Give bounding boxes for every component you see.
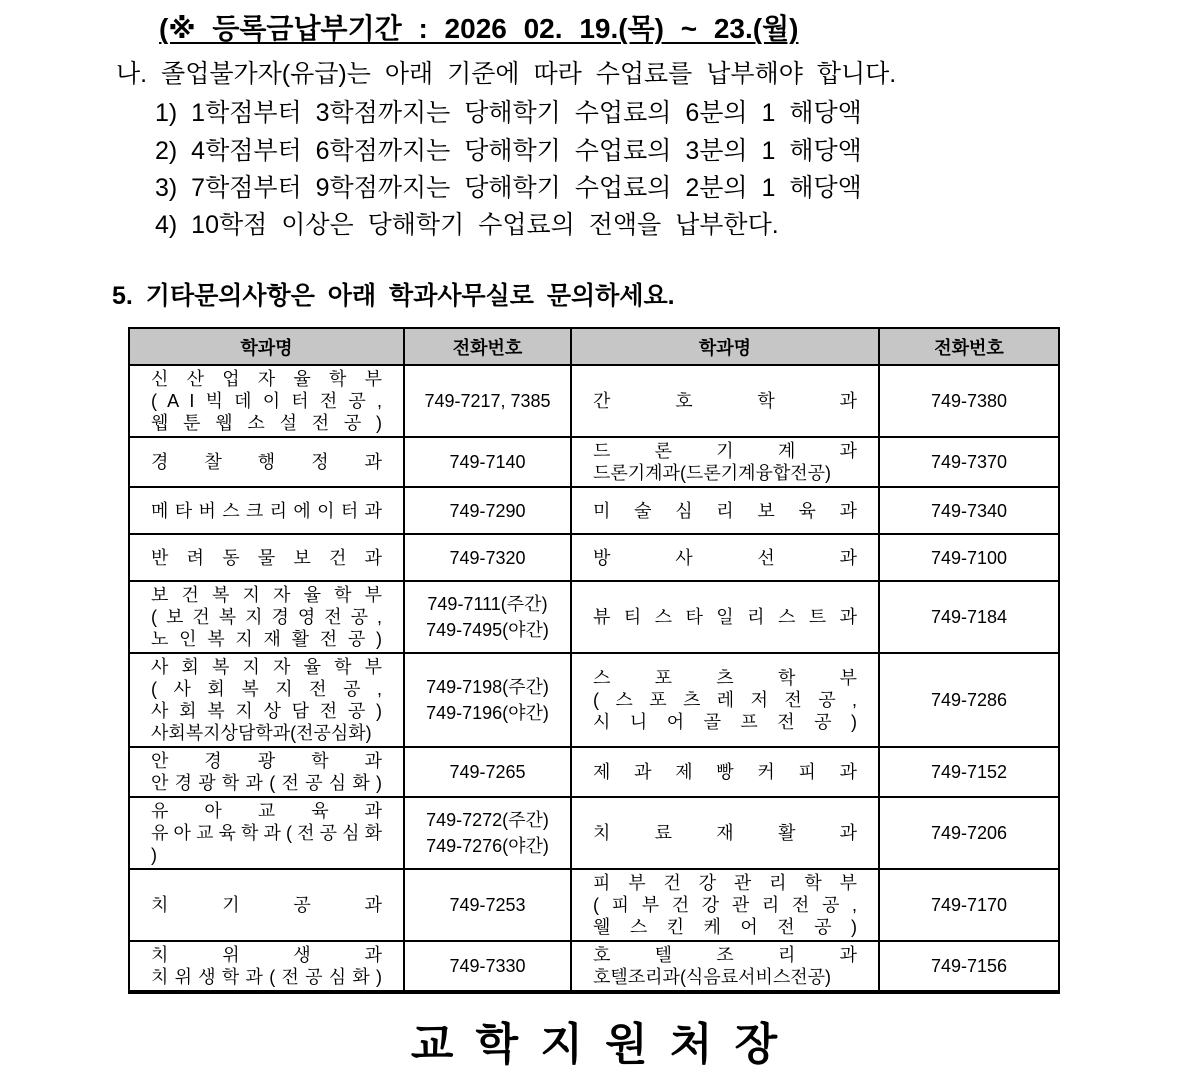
cell-line: 안 경 광 학 과 ( 전 공 심 화 ) bbox=[151, 773, 382, 793]
phone-cell bbox=[879, 797, 1059, 869]
phone-cell bbox=[879, 534, 1059, 581]
phone-cell bbox=[404, 941, 571, 992]
department-cell bbox=[571, 534, 879, 581]
table-row bbox=[129, 581, 1059, 653]
cell-line: 749-7100 bbox=[930, 547, 1008, 568]
department-contact-table bbox=[128, 327, 1060, 994]
department-cell bbox=[571, 653, 879, 747]
cell-line: 749-7206 bbox=[930, 823, 1008, 843]
cell-line: 749-7184 bbox=[930, 607, 1008, 627]
cell-line: 호텔조리과(식음료서비스전공) bbox=[593, 967, 832, 987]
phone-cell bbox=[404, 365, 571, 437]
cell-line: ( 피 부 건 강 관 리 전 공 , bbox=[593, 895, 857, 915]
sub-item-2: 2) 4학점부터 6학점까지는 당해학기 수업료의 3분의 1 해당액 bbox=[155, 137, 862, 165]
cell-line: 치 기 공 과 bbox=[151, 895, 382, 915]
cell-line: 사 회 복 지 상 담 전 공 ) bbox=[151, 701, 382, 721]
cell-line: 사회복지상담학과(전공심화) bbox=[151, 723, 372, 743]
cell-line: 749-7380 bbox=[930, 391, 1008, 411]
cell-line: 749-7276(야간) bbox=[426, 836, 549, 856]
department-cell bbox=[129, 365, 404, 437]
cell-line: 치 위 생 학 과 ( 전 공 심 화 ) bbox=[151, 967, 382, 987]
table-row bbox=[129, 487, 1059, 534]
paragraph-item-na: 나. 졸업불가자(유급)는 아래 기준에 따라 수업료를 납부해야 합니다. bbox=[116, 60, 897, 88]
phone-cell bbox=[879, 437, 1059, 487]
phone-cell bbox=[879, 747, 1059, 797]
department-cell bbox=[571, 941, 879, 992]
cell-line: 간 호 학 과 bbox=[593, 391, 857, 411]
cell-line: 749-7290 bbox=[449, 500, 526, 521]
department-cell bbox=[571, 487, 879, 534]
phone-cell bbox=[879, 581, 1059, 653]
phone-cell bbox=[879, 487, 1059, 534]
phone-cell bbox=[404, 487, 571, 534]
cell-line: 사 회 복 지 자 율 학 부 bbox=[151, 657, 382, 677]
department-cell bbox=[571, 869, 879, 941]
cell-line: 749-7217, 7385 bbox=[424, 391, 551, 411]
table-row bbox=[129, 747, 1059, 797]
phone-cell bbox=[404, 747, 571, 797]
cell-line: 749-7265 bbox=[449, 762, 526, 782]
cell-line: 749-7156 bbox=[930, 956, 1008, 976]
header-phone-right: 전화번호 bbox=[879, 328, 1059, 365]
cell-line: 메 타 버 스 크 리 에 이 터 과 bbox=[151, 500, 382, 521]
cell-line: ( 사 회 복 지 전 공 , bbox=[151, 679, 382, 699]
table-header-row bbox=[129, 328, 1059, 365]
cell-line: ( A I 빅 데 이 터 전 공 , bbox=[151, 391, 382, 411]
cell-line: 노 인 복 지 재 활 전 공 ) bbox=[151, 629, 382, 649]
cell-line: 749-7495(야간) bbox=[426, 620, 549, 640]
table-row bbox=[129, 869, 1059, 941]
table-row bbox=[129, 437, 1059, 487]
department-cell bbox=[571, 797, 879, 869]
department-cell bbox=[571, 581, 879, 653]
phone-cell bbox=[879, 653, 1059, 747]
phone-cell bbox=[404, 653, 571, 747]
signature-title: 교 학 지 원 처 장 bbox=[410, 1020, 780, 1069]
cell-line: 유 아 교 육 과 bbox=[151, 801, 382, 821]
cell-line: 제 과 제 빵 커 피 과 bbox=[593, 762, 857, 782]
cell-line: 치 위 생 과 bbox=[151, 945, 382, 965]
phone-cell bbox=[404, 534, 571, 581]
cell-line: 드 론 기 계 과 bbox=[593, 441, 857, 461]
paragraph-item-5: 5. 기타문의사항은 아래 학과사무실로 문의하세요. bbox=[112, 282, 675, 310]
table-row bbox=[129, 534, 1059, 581]
department-cell bbox=[129, 797, 404, 869]
department-cell bbox=[129, 437, 404, 487]
phone-cell bbox=[879, 941, 1059, 992]
department-cell bbox=[129, 581, 404, 653]
department-cell bbox=[571, 747, 879, 797]
cell-line: 뷰 티 스 타 일 리 스 트 과 bbox=[593, 607, 857, 627]
department-cell bbox=[129, 869, 404, 941]
table-row bbox=[129, 653, 1059, 747]
cell-line: 749-7286 bbox=[930, 690, 1008, 710]
cell-line: 749-7196(야간) bbox=[426, 703, 549, 723]
table-row bbox=[129, 797, 1059, 869]
cell-line: 749-7253 bbox=[449, 895, 526, 915]
department-cell bbox=[129, 747, 404, 797]
cell-line: 안 경 광 학 과 bbox=[151, 751, 382, 771]
department-cell bbox=[129, 534, 404, 581]
cell-line: 웰 스 킨 케 어 전 공 ) bbox=[593, 917, 857, 937]
sub-item-4: 4) 10학점 이상은 당해학기 수업료의 전액을 납부한다. bbox=[155, 211, 779, 239]
cell-line: 치 료 재 활 과 bbox=[593, 823, 857, 843]
cell-line: ( 보 건 복 지 경 영 전 공 , bbox=[151, 607, 382, 627]
cell-line: 749-7111(주간) bbox=[427, 594, 548, 614]
cell-line: 신 산 업 자 율 학 부 bbox=[151, 369, 382, 389]
cell-line: 피 부 건 강 관 리 학 부 bbox=[593, 873, 857, 893]
header-dept-left: 학과명 bbox=[129, 328, 404, 365]
sub-item-1: 1) 1학점부터 3학점까지는 당해학기 수업료의 6분의 1 해당액 bbox=[155, 99, 862, 127]
phone-cell bbox=[404, 581, 571, 653]
cell-line: ( 스 포 츠 레 저 전 공 , bbox=[593, 690, 857, 710]
department-cell bbox=[571, 437, 879, 487]
cell-line: 749-7272(주간) bbox=[426, 810, 549, 830]
cell-line: 749-7330 bbox=[449, 956, 526, 976]
cell-line: 시 니 어 골 프 전 공 ) bbox=[593, 712, 857, 732]
cell-line: 드론기계과(드론기계융합전공) bbox=[593, 463, 832, 483]
department-cell bbox=[129, 487, 404, 534]
cell-line: 749-7340 bbox=[930, 500, 1008, 521]
cell-line: 미 술 심 리 보 육 과 bbox=[593, 500, 857, 521]
phone-cell bbox=[404, 437, 571, 487]
cell-line: 반 려 동 물 보 건 과 bbox=[151, 547, 382, 568]
cell-line: 스 포 츠 학 부 bbox=[593, 668, 857, 688]
cell-line: 749-7370 bbox=[930, 452, 1008, 472]
sub-item-3: 3) 7학점부터 9학점까지는 당해학기 수업료의 2분의 1 해당액 bbox=[155, 174, 862, 202]
department-cell bbox=[571, 365, 879, 437]
cell-line: 호 텔 조 리 과 bbox=[593, 945, 857, 965]
department-cell bbox=[129, 941, 404, 992]
header-dept-right: 학과명 bbox=[571, 328, 879, 365]
department-cell bbox=[129, 653, 404, 747]
table-row bbox=[129, 941, 1059, 992]
phone-cell bbox=[404, 869, 571, 941]
cell-line: 749-7170 bbox=[930, 895, 1008, 915]
phone-cell bbox=[879, 869, 1059, 941]
cell-line: 749-7198(주간) bbox=[426, 677, 549, 697]
cell-line: 방 사 선 과 bbox=[593, 547, 857, 568]
cell-line: 749-7320 bbox=[449, 547, 526, 568]
cell-line: 유 아 교 육 학 과 ( 전 공 심 화 ) bbox=[151, 823, 382, 865]
header-phone-left: 전화번호 bbox=[404, 328, 571, 365]
phone-cell bbox=[404, 797, 571, 869]
cell-line: 보 건 복 지 자 율 학 부 bbox=[151, 585, 382, 605]
cell-line: 749-7140 bbox=[449, 452, 526, 472]
cell-line: 경 찰 행 정 과 bbox=[151, 452, 382, 472]
phone-cell bbox=[879, 365, 1059, 437]
payment-period-title: (※ 등록금납부기간 : 2026 02. 19.(목) ~ 23.(월) bbox=[159, 13, 799, 44]
cell-line: 웹 툰 웹 소 설 전 공 ) bbox=[151, 413, 382, 433]
table-row bbox=[129, 365, 1059, 437]
cell-line: 749-7152 bbox=[930, 762, 1008, 782]
